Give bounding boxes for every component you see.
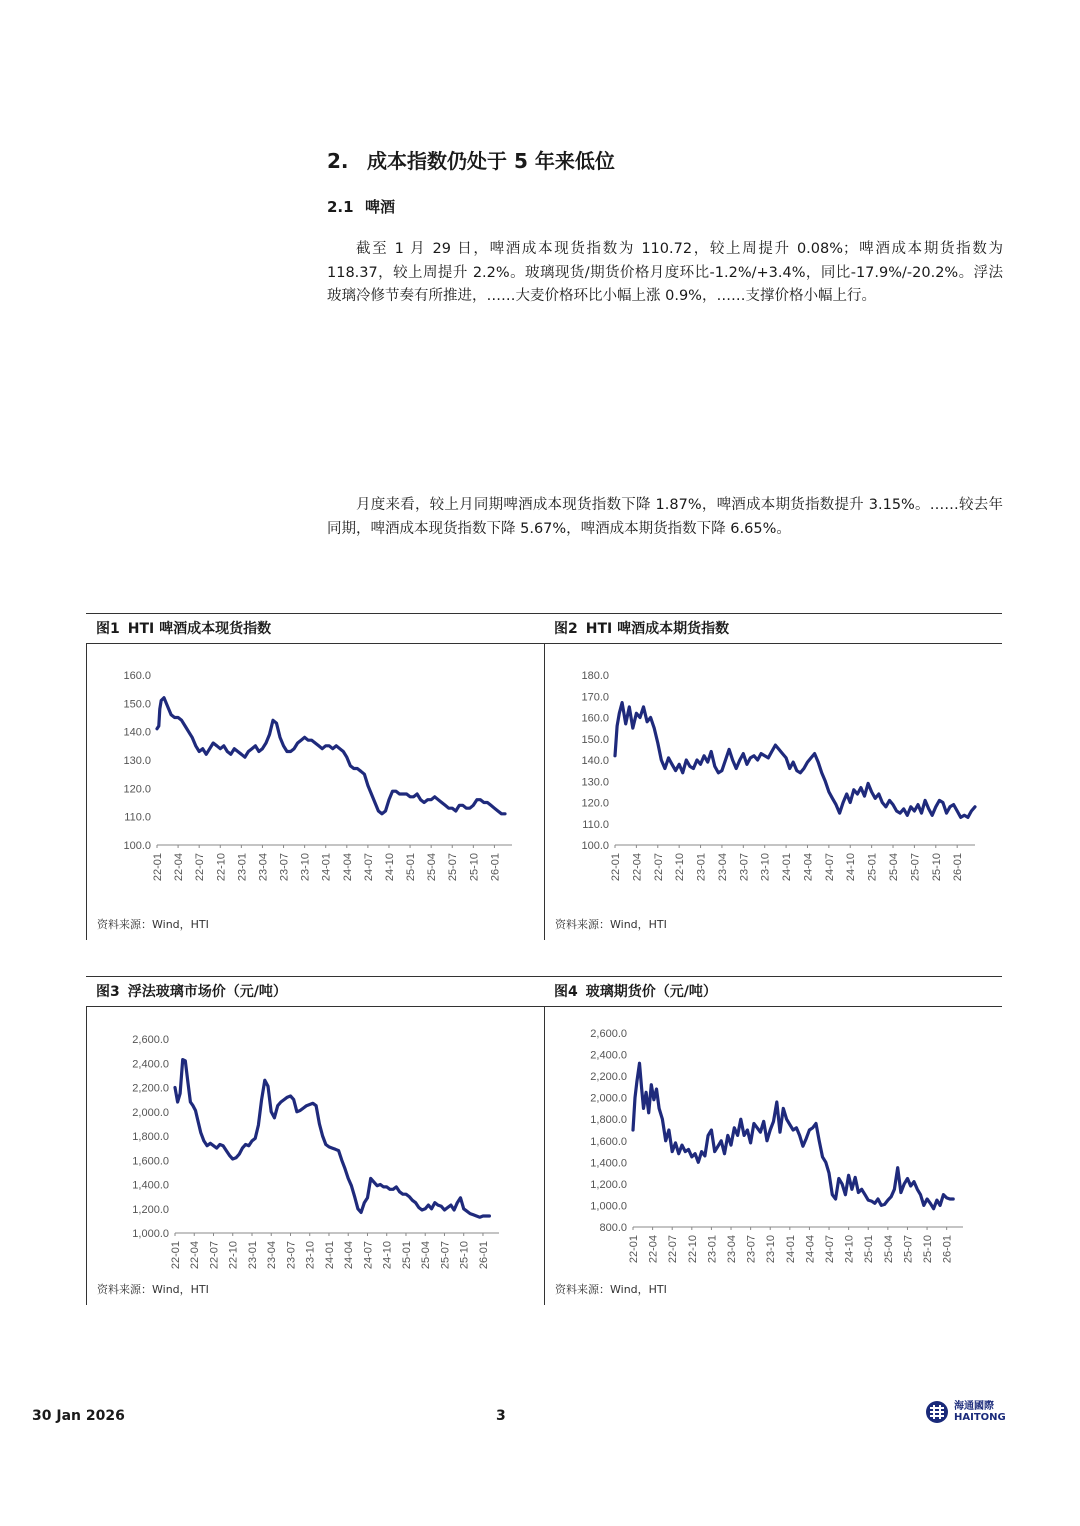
y-tick-label: 160.0	[581, 712, 609, 725]
y-tick-label: 2,400.0	[132, 1058, 169, 1071]
y-tick-label: 800.0	[599, 1222, 627, 1234]
chart-2	[545, 644, 1003, 914]
x-tick-label: 26-01	[952, 853, 965, 882]
x-tick-label: 24-01	[781, 853, 794, 882]
y-tick-label: 130.0	[581, 776, 609, 789]
x-tick-label: 23-04	[716, 853, 729, 882]
x-tick-label: 22-10	[674, 853, 687, 882]
page-number: 3	[496, 1408, 506, 1424]
x-tick-label: 24-04	[804, 1235, 817, 1264]
logo-en: HAITONG	[954, 1412, 1006, 1423]
y-tick-label: 140.0	[123, 726, 151, 739]
series-line	[157, 698, 505, 814]
haitong-logo	[925, 1400, 1006, 1424]
figure-2-source: 资料来源：Wind，HTI	[555, 918, 667, 931]
figure-2-title	[544, 613, 1002, 644]
x-tick-label: 24-01	[323, 1241, 336, 1270]
x-tick-label: 23-07	[745, 1235, 758, 1264]
x-tick-label: 23-07	[738, 853, 751, 882]
y-tick-label: 110.0	[582, 818, 609, 831]
series-line	[175, 1060, 489, 1218]
x-tick-label: 22-10	[227, 1241, 240, 1270]
x-tick-label: 25-01	[400, 1241, 413, 1270]
x-tick-label: 25-04	[882, 1235, 895, 1264]
x-tick-label: 25-07	[439, 1241, 452, 1270]
x-tick-label: 25-01	[866, 853, 879, 882]
logo-cn: 海通國際	[954, 1401, 994, 1412]
chart-1	[87, 644, 545, 914]
figure-1-source: 资料来源：Wind，HTI	[97, 918, 209, 931]
figure-1	[86, 613, 544, 940]
section-number: 2.	[327, 149, 349, 173]
footer-date: 30 Jan 2026	[32, 1408, 125, 1424]
y-tick-label: 170.0	[581, 691, 609, 704]
y-tick-label: 1,800.0	[590, 1114, 627, 1127]
x-tick-label: 25-04	[426, 853, 439, 882]
x-tick-label: 23-04	[266, 1241, 279, 1270]
haitong-logo-text	[954, 1401, 1006, 1423]
x-tick-label: 22-04	[173, 853, 186, 882]
figure-2-caption: HTI 啤酒成本期货指数	[585, 621, 730, 637]
x-tick-label: 23-01	[695, 853, 708, 882]
figure-4-body	[544, 1007, 1002, 1305]
x-tick-label: 22-01	[152, 853, 164, 882]
figure-4-caption: 玻璃期货价（元/吨）	[585, 984, 717, 1000]
y-tick-label: 120.0	[581, 797, 609, 810]
figure-4-title	[544, 976, 1002, 1007]
x-tick-label: 22-01	[610, 853, 622, 882]
x-tick-label: 25-04	[420, 1241, 433, 1270]
x-tick-label: 23-01	[246, 1241, 259, 1270]
x-tick-label: 22-10	[215, 853, 228, 882]
figure-1-caption: HTI 啤酒成本现货指数	[127, 621, 272, 637]
figure-3	[86, 976, 544, 1305]
figure-2-label: 图2	[554, 621, 578, 637]
x-tick-label: 24-04	[802, 853, 815, 882]
haitong-logo-icon	[925, 1400, 949, 1424]
x-tick-label: 25-10	[922, 1235, 935, 1264]
figure-3-source: 资料来源：Wind，HTI	[97, 1283, 209, 1296]
x-tick-label: 24-10	[845, 853, 858, 882]
x-tick-label: 22-07	[208, 1241, 221, 1270]
subsection-title: 啤酒	[365, 198, 396, 216]
x-tick-label: 24-10	[381, 1241, 394, 1270]
y-tick-label: 2,400.0	[590, 1049, 627, 1062]
x-tick-label: 22-04	[647, 1235, 660, 1264]
x-tick-label: 24-07	[823, 853, 836, 882]
y-tick-label: 2,600.0	[590, 1028, 627, 1040]
x-tick-label: 25-10	[930, 853, 943, 882]
figure-3-body	[86, 1007, 544, 1305]
x-tick-label: 25-07	[909, 853, 922, 882]
body-paragraph-2: 月度来看，较上月同期啤酒成本现货指数下降 1.87%，啤酒成本期货指数提升 3.15%。……较去年同期，啤酒成本现货指数下降 5.67%，啤酒成本期货指数下降 6.65%。	[327, 497, 1003, 537]
section-title: 成本指数仍处于 5 年来低位	[367, 149, 615, 173]
x-tick-label: 25-01	[405, 853, 418, 882]
x-tick-label: 22-07	[652, 853, 665, 882]
subsection-number: 2.1	[327, 198, 354, 216]
subsection-heading	[327, 196, 395, 217]
figure-1-label: 图1	[96, 621, 120, 637]
y-tick-label: 1,000.0	[132, 1228, 169, 1240]
x-tick-label: 25-07	[447, 853, 460, 882]
x-tick-label: 22-10	[686, 1235, 699, 1264]
x-tick-label: 24-10	[383, 853, 396, 882]
series-line	[615, 703, 975, 818]
x-tick-label: 23-07	[278, 853, 291, 882]
y-tick-label: 110.0	[124, 811, 151, 824]
body-paragraph-1: 截至 1 月 29 日，啤酒成本现货指数为 110.72，较上周提升 0.08%；啤酒成本期货指数为 118.37，较上周提升 2.2%。玻璃现货/期货价格月度环比-1.2%/+3.4%，同比-17.9%/-20.2%。浮法玻璃冷修节奏有所推进，……大麦价格环比小幅上涨 0.9%，……支撑价格小幅上行。	[327, 241, 1003, 304]
y-tick-label: 150.0	[581, 733, 609, 746]
x-tick-label: 23-10	[304, 1241, 317, 1270]
series-line	[633, 1063, 953, 1209]
y-tick-label: 1,200.0	[590, 1178, 627, 1191]
x-tick-label: 25-01	[863, 1235, 876, 1264]
x-tick-label: 23-07	[285, 1241, 298, 1270]
y-tick-label: 120.0	[123, 783, 151, 796]
figure-3-label: 图3	[96, 984, 120, 1000]
y-tick-label: 2,200.0	[590, 1071, 627, 1084]
y-tick-label: 1,400.0	[590, 1157, 627, 1170]
x-tick-label: 26-01	[941, 1235, 954, 1264]
y-tick-label: 150.0	[123, 698, 151, 711]
y-tick-label: 140.0	[581, 755, 609, 767]
figure-1-body	[86, 644, 544, 940]
y-tick-label: 180.0	[581, 670, 609, 682]
x-tick-label: 26-01	[489, 853, 502, 882]
x-tick-label: 24-01	[320, 853, 333, 882]
x-tick-label: 25-07	[902, 1235, 915, 1264]
x-tick-label: 24-10	[843, 1235, 856, 1264]
x-tick-label: 23-04	[726, 1235, 739, 1264]
figure-2-body	[544, 644, 1002, 940]
y-tick-label: 100.0	[581, 840, 609, 852]
x-tick-label: 26-01	[477, 1241, 490, 1270]
x-tick-label: 22-01	[170, 1241, 182, 1270]
x-tick-label: 23-10	[759, 853, 772, 882]
x-tick-label: 22-04	[189, 1241, 202, 1270]
x-tick-label: 24-07	[824, 1235, 837, 1264]
x-tick-label: 24-07	[362, 853, 375, 882]
section-heading	[327, 145, 615, 174]
y-tick-label: 2,000.0	[132, 1106, 169, 1119]
x-tick-label: 24-04	[343, 1241, 356, 1270]
figure-1-title	[86, 613, 544, 644]
x-tick-label: 23-01	[236, 853, 249, 882]
x-tick-label: 25-10	[468, 853, 481, 882]
y-tick-label: 2,200.0	[132, 1082, 169, 1095]
y-tick-label: 130.0	[123, 755, 151, 767]
figure-3-caption: 浮法玻璃市场价（元/吨）	[127, 984, 287, 1000]
y-tick-label: 1,000.0	[590, 1200, 627, 1213]
y-tick-label: 1,200.0	[132, 1203, 169, 1216]
x-tick-label: 22-04	[631, 853, 644, 882]
x-tick-label: 22-01	[628, 1235, 640, 1264]
y-tick-label: 2,000.0	[590, 1092, 627, 1105]
figure-3-title	[86, 976, 544, 1007]
figure-4	[544, 976, 1002, 1305]
y-tick-label: 100.0	[123, 840, 151, 852]
y-tick-label: 1,800.0	[132, 1131, 169, 1143]
chart-4	[545, 1007, 1003, 1279]
y-tick-label: 1,600.0	[132, 1155, 169, 1168]
x-tick-label: 24-01	[784, 1235, 797, 1264]
y-tick-label: 1,400.0	[132, 1179, 169, 1192]
x-tick-label: 23-01	[706, 1235, 719, 1264]
x-tick-label: 23-04	[257, 853, 270, 882]
x-tick-label: 22-07	[194, 853, 207, 882]
figure-4-source: 资料来源：Wind，HTI	[555, 1283, 667, 1296]
y-tick-label: 160.0	[123, 670, 151, 682]
y-tick-label: 2,600.0	[132, 1034, 169, 1046]
x-tick-label: 24-07	[362, 1241, 375, 1270]
x-tick-label: 24-04	[341, 853, 354, 882]
chart-3	[87, 1007, 545, 1279]
x-tick-label: 23-10	[299, 853, 312, 882]
figure-4-label: 图4	[554, 984, 578, 1000]
y-tick-label: 1,600.0	[590, 1135, 627, 1148]
x-tick-label: 23-10	[765, 1235, 778, 1264]
x-tick-label: 25-04	[888, 853, 901, 882]
x-tick-label: 25-10	[458, 1241, 471, 1270]
x-tick-label: 22-07	[667, 1235, 680, 1264]
figure-2	[544, 613, 1002, 940]
